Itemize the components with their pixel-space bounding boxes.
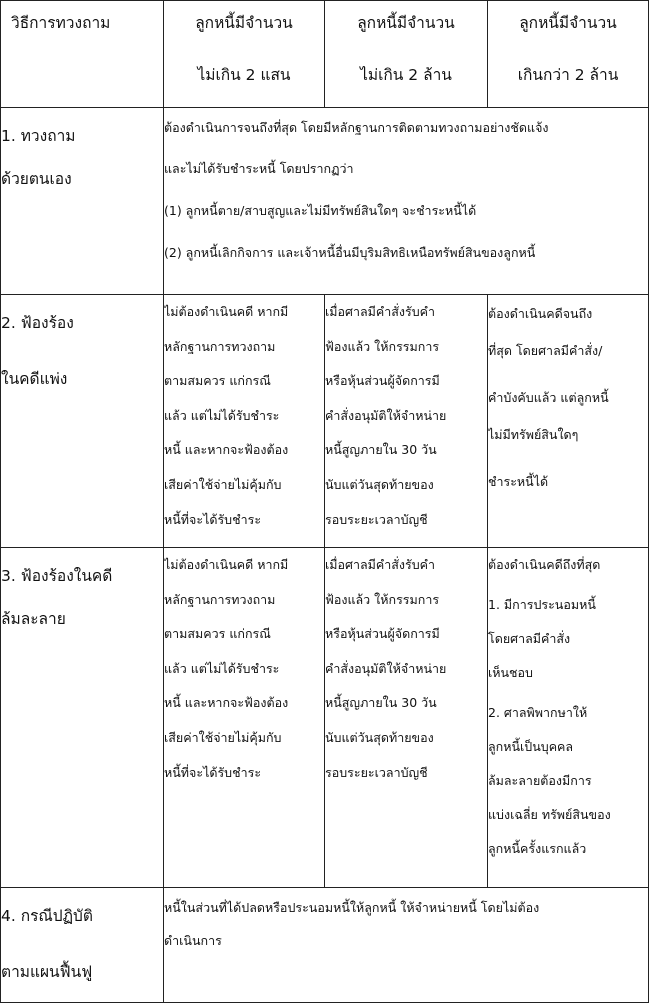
row-2-col2-line-5: หนี้สูญภายใน 30 วัน (325, 442, 437, 458)
row-1-text-line-4: (2) ลูกหนี้เลิกกิจการ และเจ้าหนี้อื่นมีบุริมสิทธิเหนือทรัพย์สินของลูกหนี้ (164, 245, 536, 260)
row-2-col1-line-1: ไม่ต้องดำเนินคดี หากมี (164, 304, 289, 319)
row-3-col2-line-4: คำสั่งอนุมัติให้จำหน่าย (325, 660, 447, 676)
row-3-col1-cell (164, 548, 325, 888)
row-2-col3-line-2: ที่สุด โดยศาลมีคำสั่ง/ (488, 343, 603, 358)
row-3-col3-line-8: แบ่งเฉลี่ย ทรัพย์สินของ (488, 807, 611, 822)
row-3-col2-line-3: หรือหุ้นส่วนผู้จัดการมี (325, 626, 440, 642)
row-3-col1-line-1: ไม่ต้องดำเนินคดี หากมี (164, 557, 289, 572)
row-4-merged-cell (164, 888, 649, 1003)
row-civil-case (1, 295, 649, 548)
row-2-col2-line-7: รอบระยะเวลาบัญชี (325, 511, 428, 527)
row-3-col3-line-4: เห็นชอบ (488, 665, 533, 680)
row-2-col3-line-5: ชำระหนี้ได้ (488, 474, 549, 489)
header-col1-line-1: ลูกหนี้มีจำนวน (195, 14, 293, 32)
row-1-merged-cell (164, 108, 649, 295)
row-2-col2-line-3: หรือหุ้นส่วนผู้จัดการมี (325, 373, 440, 389)
row-3-col1-line-5: หนี้ และหากจะฟ้องต้อง (164, 695, 289, 711)
row-2-col1-line-3: ตามสมควร แก่กรณี (164, 373, 271, 389)
row-4-label-line-1: 4. กรณีปฏิบัติ (1, 907, 93, 925)
row-2-label-cell (1, 295, 164, 548)
row-2-col3-line-4: ไม่มีทรัพย์สินใดๆ (488, 427, 579, 442)
header-method-text: วิธีการทวงถาม (11, 14, 111, 32)
row-3-label-line-1: 3. ฟ้องร้องในคดี (1, 567, 113, 585)
row-4-label-cell (1, 888, 164, 1003)
row-3-col3-line-2: 1. มีการประนอมหนี้ (488, 597, 596, 612)
row-3-col2-line-5: หนี้สูญภายใน 30 วัน (325, 695, 437, 711)
row-2-col3-cell (488, 295, 649, 548)
row-4-label-line-2: ตามแผนฟื้นฟู (1, 963, 93, 981)
row-2-col2-line-6: นับแต่วันสุดท้ายของ (325, 476, 434, 492)
header-col1-line-2: ไม่เกิน 2 แสน (197, 66, 291, 84)
row-4-text-line-1: หนี้ในส่วนที่ได้ปลดหรือประนอมหนี้ให้ลูกหนี้ ให้จำหน่ายหนี้ โดยไม่ต้อง (164, 900, 540, 915)
row-3-col3-line-7: ล้มละลายต้องมีการ (488, 773, 592, 788)
row-3-label-cell (1, 548, 164, 888)
header-method-cell (1, 1, 164, 108)
row-2-col2-line-4: คำสั่งอนุมัติให้จำหน่าย (325, 407, 447, 423)
row-4-text-line-2: ดำเนินการ (164, 933, 222, 948)
row-2-label-line-2: ในคดีแพ่ง (1, 370, 68, 388)
row-self-collection (1, 108, 649, 295)
row-2-col1-line-6: เสียค่าใช้จ่ายไม่คุ้มกับ (164, 476, 282, 492)
row-1-label-cell (1, 108, 164, 295)
header-col3-cell (488, 1, 649, 108)
row-2-col2-line-1: เมื่อศาลมีคำสั่งรับคำ (325, 304, 436, 319)
row-2-col1-line-4: แล้ว แต่ไม่ได้รับชำระ (164, 407, 280, 423)
row-1-label-line-2: ด้วยตนเอง (1, 170, 72, 188)
row-3-col3-line-1: ต้องดำเนินคดีถึงที่สุด (488, 557, 601, 572)
row-3-col2-line-1: เมื่อศาลมีคำสั่งรับคำ (325, 557, 436, 572)
row-3-col2-cell (325, 548, 488, 888)
row-2-col1-line-7: หนี้ที่จะได้รับชำระ (164, 511, 262, 527)
row-3-label-line-2: ล้มละลาย (1, 610, 66, 628)
row-2-col1-line-5: หนี้ และหากจะฟ้องต้อง (164, 442, 289, 458)
row-3-col2-line-7: รอบระยะเวลาบัญชี (325, 764, 428, 780)
row-1-text-line-1: ต้องดำเนินการจนถึงที่สุด โดยมีหลักฐานการติดตามทวงถามอย่างชัดแจ้ง (164, 120, 549, 135)
row-3-col3-cell (488, 548, 649, 888)
row-2-col1-cell (164, 295, 325, 548)
header-col2-line-2: ไม่เกิน 2 ล้าน (360, 66, 452, 84)
row-1-text-line-3: (1) ลูกหนี้ตาย/สาบสูญและไม่มีทรัพย์สินใดๆ จะชำระหนี้ได้ (164, 203, 477, 218)
row-3-col1-line-6: เสียค่าใช้จ่ายไม่คุ้มกับ (164, 729, 282, 745)
row-2-col3-line-1: ต้องดำเนินคดีจนถึง (488, 306, 593, 321)
header-col2-line-1: ลูกหนี้มีจำนวน (357, 14, 455, 32)
row-2-col1-line-2: หลักฐานการทวงถาม (164, 338, 276, 354)
row-3-col1-line-4: แล้ว แต่ไม่ได้รับชำระ (164, 660, 280, 676)
header-col2-cell (325, 1, 488, 108)
row-3-col2-line-2: ฟ้องแล้ว ให้กรรมการ (325, 591, 440, 607)
row-2-label-line-1: 2. ฟ้องร้อง (1, 314, 74, 332)
header-col1-cell (164, 1, 325, 108)
header-col3-line-2: เกินกว่า 2 ล้าน (517, 66, 619, 84)
row-2-col2-cell (325, 295, 488, 548)
row-3-col1-line-2: หลักฐานการทวงถาม (164, 591, 276, 607)
row-2-col2-line-2: ฟ้องแล้ว ให้กรรมการ (325, 338, 440, 354)
row-3-col2-line-6: นับแต่วันสุดท้ายของ (325, 729, 434, 745)
row-rehabilitation-plan (1, 888, 649, 1003)
header-row (1, 1, 649, 108)
row-3-col1-line-7: หนี้ที่จะได้รับชำระ (164, 764, 262, 780)
row-3-col3-line-6: ลูกหนี้เป็นบุคคล (488, 739, 574, 754)
row-2-col3-line-3: คำบังคับแล้ว แต่ลูกหนี้ (488, 390, 609, 405)
row-3-col3-line-9: ลูกหนี้ครั้งแรกแล้ว (488, 841, 587, 856)
row-1-label-line-1: 1. ทวงถาม (1, 127, 76, 145)
row-1-text-line-2: และไม่ได้รับชำระหนี้ โดยปรากฏว่า (164, 161, 354, 176)
header-col3-line-1: ลูกหนี้มีจำนวน (519, 14, 617, 32)
row-bankruptcy-case (1, 548, 649, 888)
row-3-col3-line-5: 2. ศาลพิพากษาให้ (488, 705, 588, 720)
row-3-col3-line-3: โดยศาลมีคำสั่ง (488, 631, 571, 646)
row-3-col1-line-3: ตามสมควร แก่กรณี (164, 626, 271, 642)
